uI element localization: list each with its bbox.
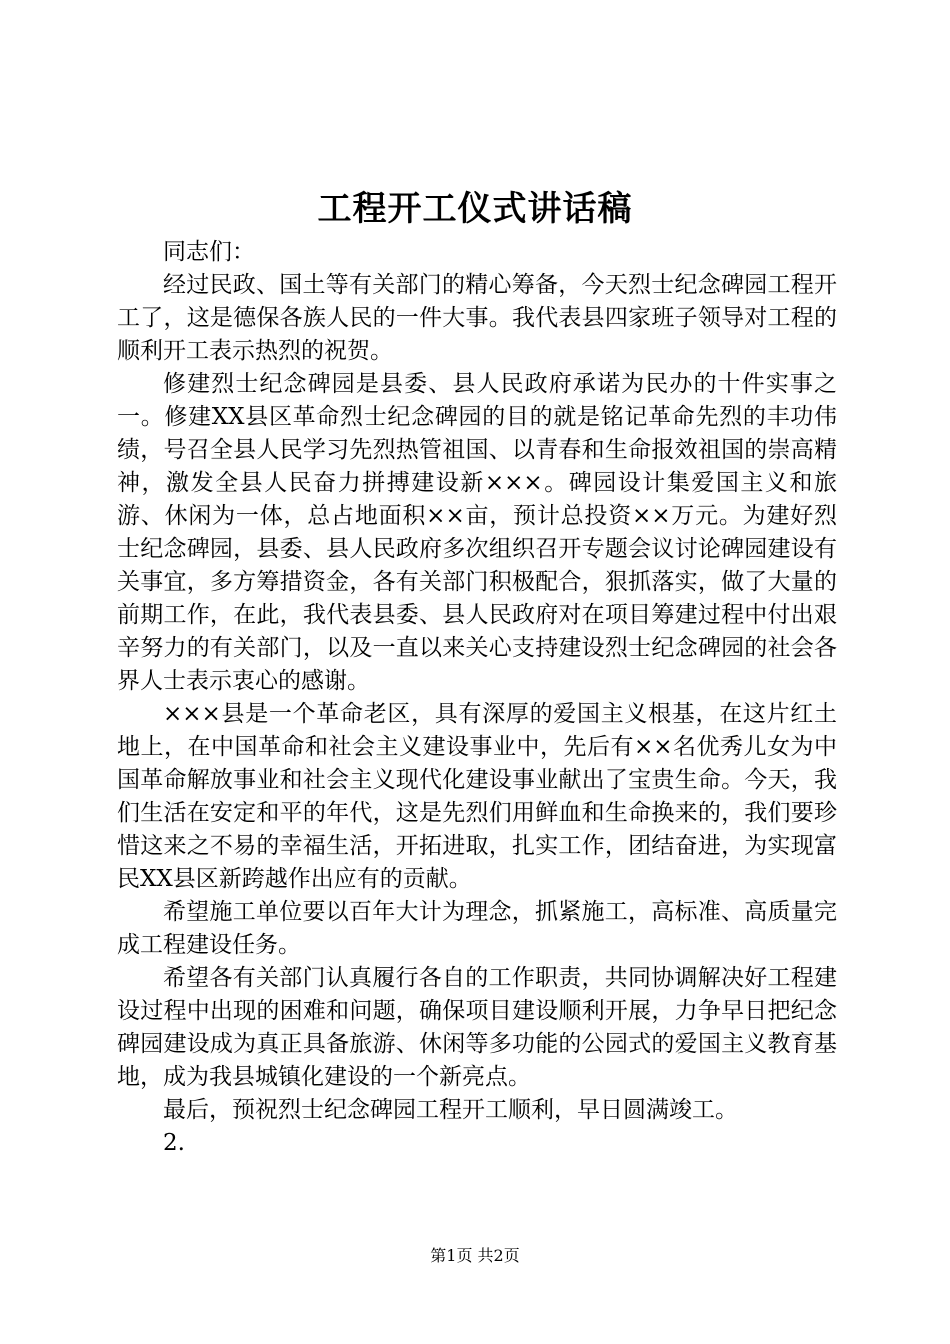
document-title: 工程开工仪式讲话稿 [317, 189, 633, 229]
paragraph: 修建烈士纪念碑园是县委、县人民政府承诺为民办的十件实事之一。修建XX县区革命烈士纪念碑园的目的就是铭记革命先烈的丰功伟绩，号召全县人民学习先烈热管祖国、以青春和生命报效祖国的崇高精神，激发全县人民奋力拼搏建设新×××。碑园设计集爱国主义和旅游、休闲为一体，总占地面积××亩，预计总投资××万元。为建好烈士纪念碑园，县委、县人民政府多次组织召开专题会议讨论碑园建设有关事宜，多方筹措资金，各有关部门积极配合，狠抓落实，做了大量的前期工作，在此，我代表县委、县人民政府对在项目筹建过程中付出艰辛努力的有关部门，以及一直以来关心支持建设烈士纪念碑园的社会各界人士表示衷心的感谢。 [117, 371, 837, 694]
paragraph: 经过民政、国土等有关部门的精心筹备，今天烈士纪念碑园工程开工了，这是德保各族人民的一件大事。我代表县四家班子领导对工程的顺利开工表示热烈的祝贺。 [117, 272, 837, 364]
paragraph-salutation: 同志们： [163, 239, 255, 265]
document-body [117, 236, 837, 1160]
paragraph: ×××县是一个革命老区，具有深厚的爱国主义根基，在这片红土地上，在中国革命和社会主义建设事业中，先后有××名优秀儿女为中国革命解放事业和社会主义现代化建设事业献出了宝贵生命。今天，我们生活在安定和平的年代，这是先烈们用鲜血和生命换来的，我们要珍惜这来之不易的幸福生活，开拓进取，扎实工作，团结奋进，为实现富民XX县区新跨越作出应有的贡献。 [117, 701, 837, 892]
paragraph: 希望各有关部门认真履行各自的工作职责，共同协调解决好工程建设过程中出现的困难和问题，确保项目建设顺利开展，力争早日把纪念碑园建设成为真正具备旅游、休闲等多功能的公园式的爱国主义教育基地，成为我县城镇化建设的一个新亮点。 [117, 965, 837, 1090]
page-number-footer: 第1页 共2页 [430, 1246, 520, 1265]
paragraph: 希望施工单位要以百年大计为理念，抓紧施工，高标准、高质量完成工程建设任务。 [117, 899, 837, 958]
paragraph-section-number: 2. [163, 1130, 185, 1156]
paragraph: 最后，预祝烈士纪念碑园工程开工顺利，早日圆满竣工。 [163, 1097, 738, 1123]
